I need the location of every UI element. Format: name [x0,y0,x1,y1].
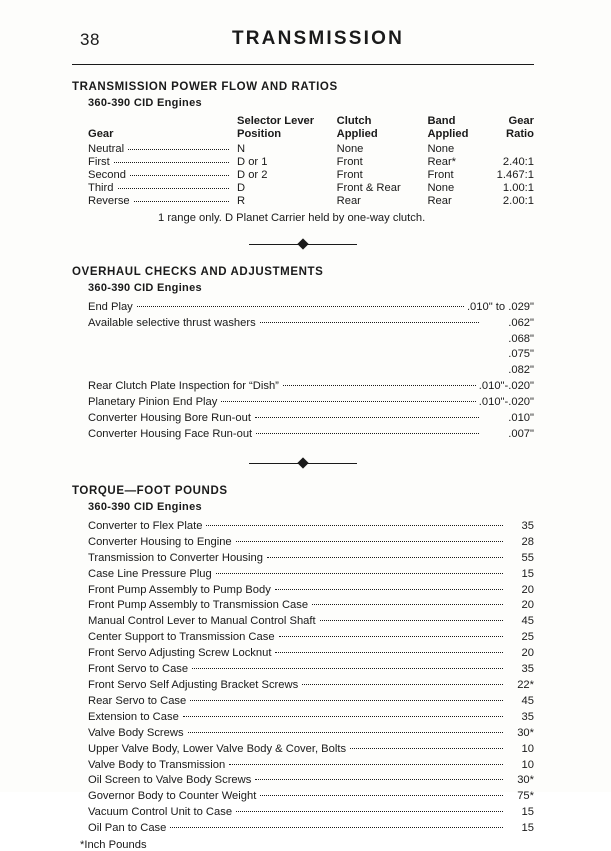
section-divider-ornament [72,459,534,469]
column-header-band [427,115,492,143]
leader-dots [183,716,503,717]
item-value: .082" [508,364,534,377]
list-item [88,427,534,443]
leader-dots [275,652,503,653]
table-header-row [88,115,534,143]
leader-dots [256,433,479,434]
cell-ratio: 1.467:1 [496,168,534,181]
list-item [88,678,534,694]
divider-diamond-icon [297,238,308,249]
cell-clutch: None [336,142,364,155]
list-item [88,742,534,758]
leader-dots [114,162,229,163]
column-header-band-line1: Band [427,115,456,127]
section-subheading-torque: 360-390 CID Engines [88,500,202,513]
item-value: 20 [521,647,534,660]
cell-gear [88,156,237,169]
leader-dots [236,811,503,812]
leader-dots [283,385,476,386]
list-item [88,789,534,805]
item-label: Oil Screen to Valve Body Screws [88,774,252,787]
table-row [88,156,534,169]
leader-dots [170,827,503,828]
column-header-clutch-line2: Applied [336,127,378,140]
leader-dots [137,306,464,307]
item-value: 45 [521,615,534,628]
section-subheading-overhaul: 360-390 CID Engines [88,281,202,294]
item-value: 35 [521,663,534,676]
item-label: Valve Body to Transmission [88,758,226,771]
item-label: Front Servo Self Adjusting Bracket Screws [88,678,299,691]
leader-dots [130,175,229,176]
item-label: Converter to Flex Plate [88,519,203,532]
list-item [88,411,534,427]
cell-band: None [427,181,455,194]
leader-dots [192,668,503,669]
list-item [88,535,534,551]
item-value: .010"-.020" [478,396,534,409]
item-value: 28 [521,535,534,548]
list-item [88,363,534,379]
section-divider-ornament [72,240,534,250]
item-label: Upper Valve Body, Lower Valve Body & Cover, Bolts [88,742,347,755]
column-header-ratio [493,115,534,143]
item-label: Vacuum Control Unit to Case [88,806,233,819]
leader-dots [312,604,503,605]
list-item [88,662,534,678]
list-item [88,583,534,599]
column-header-selector-line2: Position [237,127,282,140]
cell-position: D [237,181,246,194]
cell-band: Rear* [427,155,457,168]
leader-dots [350,748,503,749]
item-label: Front Pump Assembly to Transmission Case [88,599,309,612]
item-label: Extension to Case [88,710,179,723]
item-label: Rear Clutch Plate Inspection for “Dish” [88,380,279,393]
section-subheading-power-flow: 360-390 CID Engines [88,97,202,109]
leader-dots [206,525,503,526]
item-label: Rear Servo to Case [88,694,187,707]
item-label: Converter Housing to Engine [88,535,232,548]
cell-band: Front [427,168,454,181]
leader-dots [134,201,229,202]
item-label: Oil Pan to Case [88,822,167,835]
list-item [88,316,534,332]
item-value: 15 [521,822,534,835]
page-content [72,28,534,851]
leader-dots [236,541,503,542]
item-value: .010" [508,412,534,425]
list-item [88,379,534,395]
item-label: Front Servo Adjusting Screw Locknut [88,647,272,660]
item-value: 22* [517,678,534,691]
page-title: TRANSMISSION [231,28,405,49]
item-value: .075" [508,348,534,361]
item-label: End Play [88,300,133,313]
item-value: 30* [517,726,534,739]
leader-dots [255,779,503,780]
item-value: 35 [521,519,534,532]
item-value: 15 [521,567,534,580]
divider-diamond-icon [297,457,308,468]
list-item [88,614,534,630]
cell-position: D or 1 [237,155,268,168]
column-header-gear-line1: Gear [88,127,114,140]
cell-gear [88,182,237,195]
item-label: Planetary Pinion End Play [88,396,218,409]
item-label: Converter Housing Face Run-out [88,428,253,440]
list-item [88,805,534,821]
cell-clutch: Rear [336,194,361,207]
item-value: .007" [508,428,534,440]
leader-dots [275,589,503,590]
table-row [88,143,534,156]
item-value: .010"-.020" [478,380,534,393]
cell-clutch: Front & Rear [336,181,401,194]
list-item [88,773,534,789]
item-label: Valve Body Screws [88,726,184,739]
list-item [88,646,534,662]
torque-list [88,519,534,837]
list-item [88,567,534,583]
item-label: Front Servo to Case [88,663,189,676]
leader-dots [221,401,475,402]
cell-position: N [237,142,246,155]
leader-dots [279,636,503,637]
list-item [88,710,534,726]
section-heading-power-flow: TRANSMISSION POWER FLOW AND RATIOS [72,81,338,93]
list-item [88,519,534,535]
item-label: Transmission to Converter Housing [88,551,263,564]
list-item [88,758,534,774]
item-value: .010" to .029" [466,300,534,313]
item-value: 35 [521,710,534,723]
gear-label: Reverse [88,194,130,207]
item-label: Front Pump Assembly to Pump Body [88,583,271,596]
item-value: 10 [521,742,534,755]
leader-dots [229,764,503,765]
item-value: 25 [521,631,534,644]
item-label: Governor Body to Counter Weight [88,790,257,803]
column-header-clutch [337,115,428,143]
item-value: 75* [517,790,534,803]
leader-dots [188,732,503,733]
leader-dots [320,620,503,621]
page-number: 38 [80,30,100,49]
item-value: 30* [517,774,534,787]
item-value: 55 [521,551,534,564]
column-header-selector-line1: Selector Lever [237,115,315,127]
column-header-ratio-line2: Ratio [506,127,534,140]
power-flow-table-body [88,143,534,208]
leader-dots [302,684,503,685]
item-value: 45 [521,694,534,707]
overhaul-list [88,300,534,443]
list-item [88,347,534,363]
item-label: Converter Housing Bore Run-out [88,412,251,425]
list-item [88,300,534,316]
column-header-clutch-line1: Clutch [336,115,372,127]
item-label: Case Line Pressure Plug [88,567,212,580]
leader-dots [128,149,229,150]
cell-band: None [427,142,455,155]
cell-ratio: 1.00:1 [502,181,534,194]
leader-dots [260,322,479,323]
cell-position: D or 2 [237,168,268,181]
leader-dots [216,573,503,574]
section-heading-overhaul: OVERHAUL CHECKS AND ADJUSTMENTS [72,265,324,278]
power-flow-table-head [88,115,534,143]
cell-position: R [237,194,246,207]
list-item [88,630,534,646]
torque-footnote: *Inch Pounds [80,839,147,851]
header-rule [72,64,534,65]
leader-dots [260,795,503,796]
list-item [88,332,534,348]
table-row [88,195,534,208]
item-label: Center Support to Transmission Case [88,631,275,644]
power-flow-footnote: 1 range only. D Planet Carrier held by one-way clutch. [158,211,426,224]
cell-ratio [493,143,534,156]
cell-band: Rear [427,194,452,207]
page-header [72,28,534,62]
leader-dots [255,417,479,418]
list-item [88,395,534,411]
item-value: 10 [521,758,534,771]
table-row [88,169,534,182]
cell-ratio: 2.00:1 [502,194,534,207]
item-value: 20 [521,599,534,612]
list-item [88,551,534,567]
cell-gear [88,143,237,156]
cell-gear [88,195,237,208]
item-label: Manual Control Lever to Manual Control Shaft [88,615,316,628]
leader-dots [118,188,230,189]
list-item [88,694,534,710]
item-value: 20 [521,583,534,596]
gear-label: Neutral [88,142,125,155]
list-item [88,726,534,742]
leader-dots [267,557,503,558]
item-value: 15 [521,806,534,819]
power-flow-table [88,115,534,208]
column-header-gear [88,115,237,143]
gear-label: Third [88,181,114,194]
list-item [88,821,534,837]
cell-gear [88,169,237,182]
leader-dots [190,700,503,701]
item-label: Available selective thrust washers [88,316,256,329]
column-header-band-line2: Applied [427,127,469,140]
column-header-selector [237,115,337,143]
column-header-ratio-line1: Gear [508,115,534,127]
gear-label: Second [88,168,126,181]
gear-label: First [88,155,110,168]
cell-ratio: 2.40:1 [502,155,534,168]
list-item [88,598,534,614]
cell-clutch: Front [336,155,363,168]
item-value: .068" [508,332,534,345]
cell-clutch: Front [336,168,363,181]
table-row [88,182,534,195]
item-value: .062" [508,316,534,329]
section-heading-torque: TORQUE—FOOT POUNDS [72,484,228,497]
